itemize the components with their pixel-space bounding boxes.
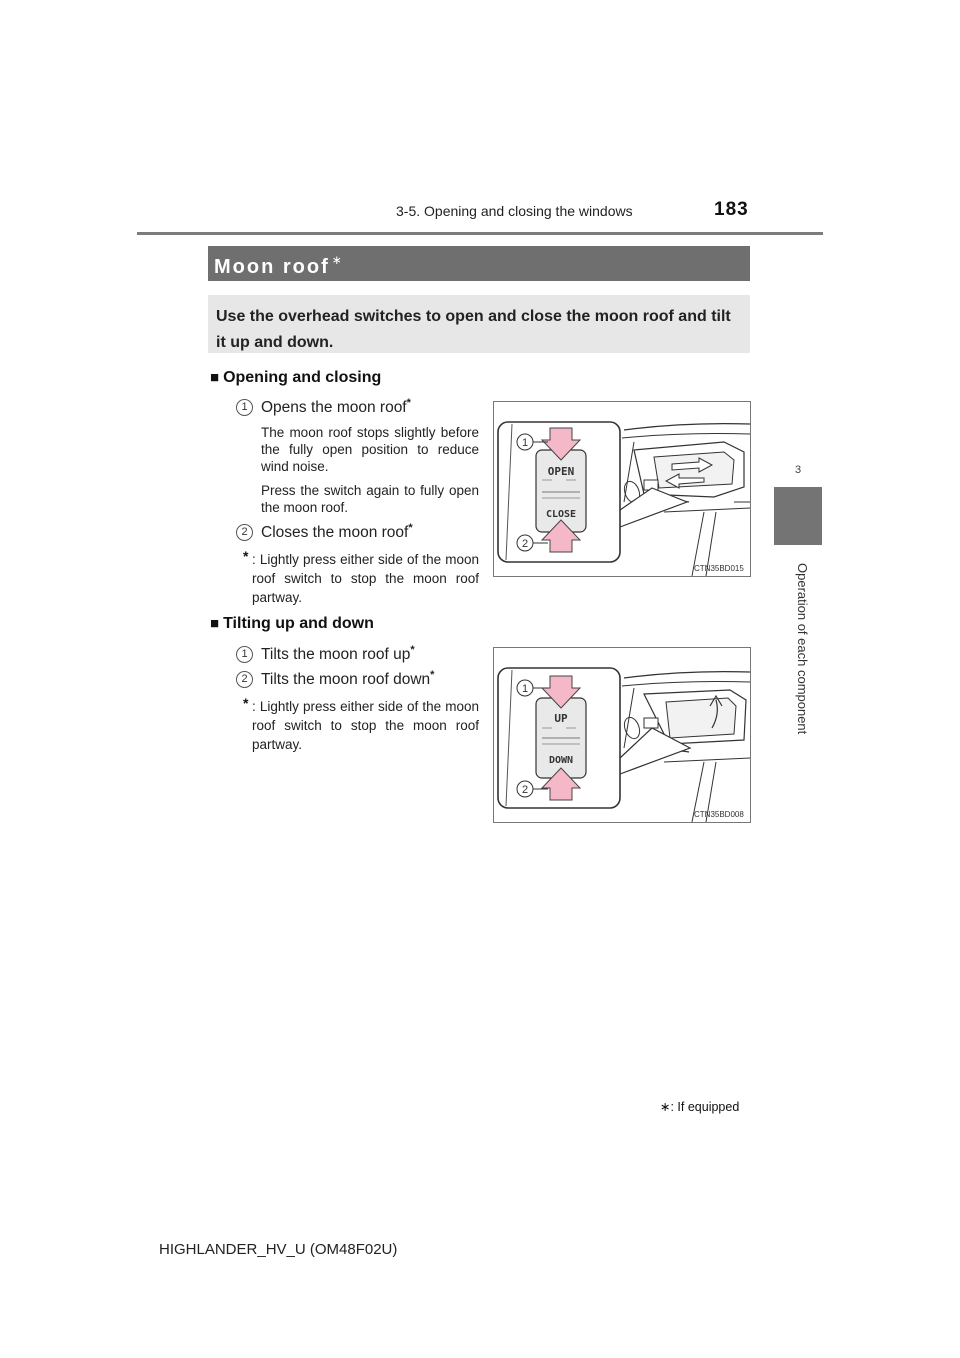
switch-label-bottom: CLOSE [545,509,577,520]
footnote-text: : If equipped [670,1100,740,1114]
note-star-mark: * [243,548,249,564]
side-tab-block [774,487,822,545]
page-heading [214,253,342,279]
note-star: * [406,397,411,409]
footer-model-code: HIGHLANDER_HV_U (OM48F02U) [159,1241,398,1258]
section-heading-text: Tilting up and down [223,615,374,632]
note-star: * [410,644,415,656]
page-number: 183 [714,199,749,220]
section-title: 3-5. Opening and closing the windows [396,203,633,219]
intro-text: Use the overhead switches to open and close the moon roof and tilt it up and down. [216,308,731,351]
figure-up-down [493,647,751,823]
detail-text-2: Press the switch again to fully open the moon roof. [261,483,479,515]
note-star-mark: * [243,695,249,711]
step-text-tilt-down [261,669,434,689]
step-text-open [261,397,411,417]
side-tab-label: Operation of each component [795,563,810,735]
note-star: * [408,522,413,534]
step-number-1: 1 [236,646,253,663]
step-number-2: 2 [236,524,253,541]
footnote-mark: ∗ [660,1100,671,1114]
switch-label-bottom: DOWN [548,755,574,766]
step-label: Tilts the moon roof up [261,646,411,664]
header-rule [137,232,823,235]
switch-label-top: OPEN [547,465,575,478]
step-text-close [261,522,413,542]
callout-2: 2 [521,538,529,550]
step-text-tilt-up [261,644,415,664]
callout-1: 1 [521,683,529,695]
if-equipped-mark: ∗ [331,253,342,267]
detail-text-1: The moon roof stops slightly before the fully open position to reduce wind noise. [261,425,479,474]
page-heading-text: Moon roof [214,256,330,278]
switch-label-top: UP [554,712,568,725]
switch-illustration [494,402,750,576]
section-heading-opening [210,369,381,387]
figure-code: CTN35BD008 [694,810,744,819]
step-label: Opens the moon roof [261,399,407,417]
footnote-if-equipped [660,1099,739,1114]
figure-code: CTN35BD015 [694,564,744,573]
note-text-1: : Lightly press either side of the moon roof switch to stop the moon roof partway. [252,552,479,605]
step-label: Tilts the moon roof down [261,671,431,689]
figure-open-close [493,401,751,577]
section-heading-text: Opening and closing [223,369,382,386]
note-text-2: : Lightly press either side of the moon roof switch to stop the moon roof partway. [252,699,479,752]
step-number-2: 2 [236,671,253,688]
switch-illustration [494,648,750,822]
callout-2: 2 [521,784,529,796]
step-label: Closes the moon roof [261,524,409,542]
step-number-1: 1 [236,399,253,416]
side-tab-number: 3 [794,464,802,476]
callout-1: 1 [521,437,529,449]
note-star: * [430,669,435,681]
section-bullet: ■ [210,615,220,632]
section-bullet: ■ [210,369,220,386]
section-heading-tilting [210,615,374,633]
